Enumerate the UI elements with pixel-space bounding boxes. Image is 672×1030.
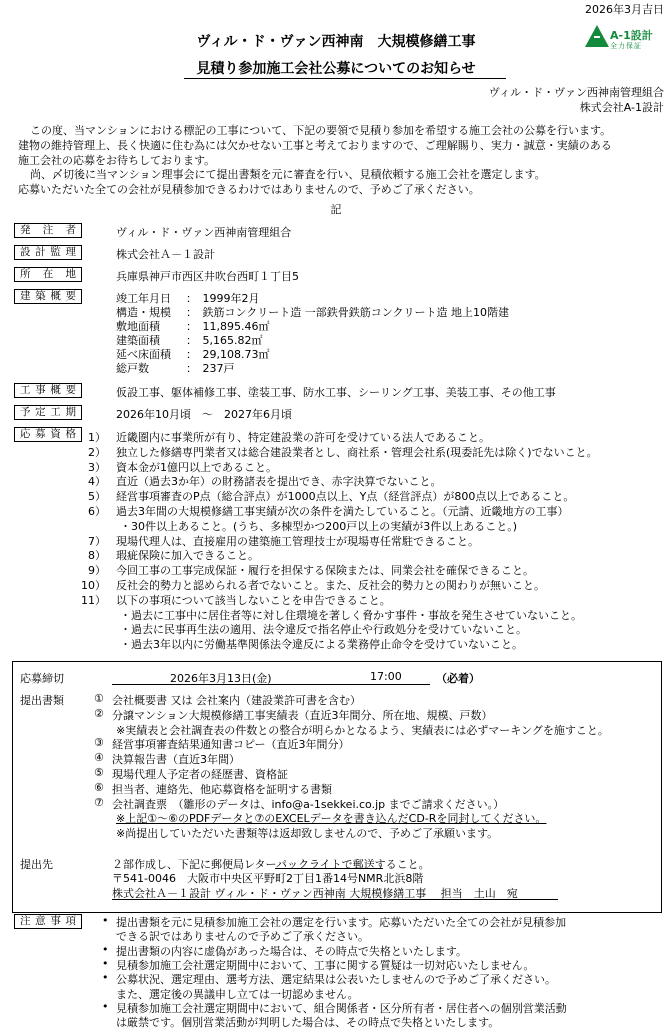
deadline-label: 応募締切 bbox=[20, 672, 64, 685]
qualification-item: ・過去に工事中に居住者等に対し住環境を著しく脅かす事件・事故を発生させていないこと。 bbox=[120, 608, 582, 622]
issuer-company: 株式会社A-1設計 bbox=[579, 101, 664, 114]
logo-text: A-1設計 bbox=[610, 29, 653, 42]
note-item: 提出書類の内容に虚偽があった場合は、その時点で失格といたします。 bbox=[116, 944, 468, 958]
label-qualification: 応募資格 bbox=[14, 427, 82, 442]
qualification-item: 今回工事の工事完成保証・履行を担保する保険または、同業会社を確保できること。 bbox=[116, 564, 534, 578]
doc-item: 分譲マンション大規模修繕工事実績表（直近3年間分、所在地、規模、戸数） bbox=[112, 708, 493, 722]
ki-heading: 記 bbox=[330, 203, 342, 216]
intro-line: 応募いただいた全ての会社が見積参加できるわけではありませんので、予めご了承ください。 bbox=[18, 183, 480, 196]
dest-label: 提出先 bbox=[20, 858, 53, 871]
doc-item: 担当者、連絡先、他応募資格を証明する書類 bbox=[112, 782, 332, 796]
doc-number: ① bbox=[94, 692, 104, 705]
qualification-number: 9） bbox=[88, 564, 106, 578]
bullet-icon: • bbox=[102, 971, 109, 985]
dest-underline bbox=[275, 868, 383, 869]
value-work: 仮設工事、躯体補修工事、塗装工事、防水工事、シーリング工事、美装工事、その他工事 bbox=[116, 386, 556, 399]
doc-number: ⑥ bbox=[94, 780, 104, 794]
building-value: ： 11,895.46㎡ bbox=[186, 320, 270, 333]
building-value: ： 237戸 bbox=[186, 362, 235, 375]
intro-line: 建物の維持管理上、長く快適に住む為には欠かせない工事と考えておりますので、ご理解賜り、実力・誠意・実績のある bbox=[18, 139, 612, 152]
value-designer: 株式会社Ａ－１設計 bbox=[116, 248, 215, 261]
intro-line: 施工会社の応募をお待ちしております。 bbox=[18, 154, 216, 167]
page-subtitle: 見積り参加施工会社公募についてのお知らせ bbox=[196, 61, 476, 77]
building-key: 竣工年月日 bbox=[116, 292, 171, 305]
doc-item: ※実績表と会社調査表の件数との整合が明らかとなるよう、実績表には必ずマーキングを施すこと。 bbox=[116, 723, 609, 737]
deadline-time: 17:00 bbox=[370, 670, 402, 683]
qualification-number: 6） bbox=[88, 505, 106, 518]
building-value: ： 5,165.82㎡ bbox=[186, 334, 263, 347]
building-key: 総戸数 bbox=[116, 362, 149, 375]
docs-label: 提出書類 bbox=[20, 694, 64, 707]
qualification-item: ・過去3年以内に労働基準関係法令違反による業務停止命令を受けていないこと。 bbox=[120, 638, 523, 652]
deadline-note: （必着） bbox=[436, 672, 480, 685]
label-period: 予定工期 bbox=[14, 405, 82, 420]
doc-number: ② bbox=[94, 706, 104, 720]
qualification-item: 瑕疵保険に加入できること。 bbox=[116, 549, 259, 563]
bullet-icon: • bbox=[102, 942, 109, 956]
logo-tagline: 全力保証 bbox=[610, 42, 642, 50]
label-designer: 設計監理 bbox=[14, 245, 82, 260]
doc-item: 決算報告書（直近3年間） bbox=[112, 753, 240, 767]
qualification-number: 8） bbox=[88, 549, 106, 563]
deadline-date: 2026年3月13日(金) bbox=[170, 672, 272, 685]
qualification-item: 直近（過去3か年）の財務諸表を提出でき、赤字決算でないこと。 bbox=[116, 475, 442, 489]
label-work: 工事概要 bbox=[14, 383, 82, 398]
building-value: ： 1999年2月 bbox=[186, 292, 260, 305]
qualification-number: 7） bbox=[88, 534, 106, 548]
intro-line: 尚、〆切後に当マンション理事会にて提出書類を元に審査を行い、見積依頼する施工会社を選定します。 bbox=[30, 168, 546, 181]
doc-item: 現場代理人予定者の経歴書、資格証 bbox=[112, 768, 288, 781]
note-item: 見積参加施工会社選定期間中において、組合関係者・区分所有者・居住者への個別営業活動 bbox=[116, 1001, 567, 1015]
qualification-number: 4） bbox=[88, 475, 106, 489]
building-key: 延べ床面積 bbox=[116, 348, 171, 361]
doc-item: 会社概要書 又は 会社案内（建設業許可書を含む） bbox=[112, 694, 361, 707]
page-title: ヴィル・ド・ヴァン西神南 大規模修繕工事 bbox=[196, 34, 476, 50]
doc-item: ※尚提出していただいた書類等は返却致しませんので、予めご了承願います。 bbox=[116, 827, 499, 841]
bullet-icon: • bbox=[102, 914, 109, 927]
building-key: 敷地面積 bbox=[116, 320, 160, 333]
building-value: ： 鉄筋コンクリート造 一部鉄骨鉄筋コンクリート造 地上10階建 bbox=[186, 306, 510, 319]
qualification-item: ・過去に民事再生法の適用、法令違反で指名停止や行政処分を受けていないこと。 bbox=[120, 623, 527, 637]
qualification-number: 2） bbox=[88, 445, 106, 459]
doc-item: 会社調査票 （雛形のデータは、info@a-1sekkei.co.jp までご請求ください。） bbox=[112, 797, 505, 811]
label-orderer: 発注者 bbox=[14, 223, 82, 238]
qualification-item: 独立した修繕専門業者又は総合建設業者とし、商社系・管理会社系(現委託先は除く)でないこと。 bbox=[116, 445, 598, 459]
issue-date: 2026年3月吉日 bbox=[585, 3, 664, 16]
qualification-number: 3） bbox=[88, 460, 106, 474]
qualification-item: 近畿圏内に事業所が有り、特定建設業の許可を受けている法人であること。 bbox=[116, 431, 490, 444]
doc-item: 経営事項審査結果通知書コピー（直近3年間分） bbox=[112, 738, 350, 752]
dest-line: ２部作成し、下記に郵便局レターパックライトで郵送すること。 bbox=[112, 858, 430, 871]
doc-number: ③ bbox=[94, 736, 104, 750]
dest-underline bbox=[112, 899, 558, 900]
dest-line: 〒541-0046 大阪市中央区平野町2丁目1番14号NMR北浜8階 bbox=[112, 872, 424, 885]
dest-line: 株式会社Ａ－１設計 ヴィル・ド・ヴァン西神南 大規模修繕工事 担当 土山 宛 bbox=[112, 887, 518, 900]
label-building: 建築概要 bbox=[14, 289, 82, 304]
value-orderer: ヴィル・ド・ヴァン西神南管理組合 bbox=[116, 226, 292, 239]
qualification-item: ・30件以上あること。(うち、多棟型かつ200戸以上の実績が3件以上あること。) bbox=[120, 519, 518, 533]
note-item: 見積参加施工会社選定期間中において、工事に関する質疑は一切対応いたしません。 bbox=[116, 958, 535, 972]
bullet-icon: • bbox=[102, 956, 109, 970]
qualification-item: 過去3年間の大規模修繕工事実績が次の条件を満たしていること。（元請、近畿地方の工事） bbox=[116, 505, 569, 518]
qualification-number: 1） bbox=[88, 431, 106, 444]
deadline-underline bbox=[112, 684, 430, 685]
qualification-number: 5） bbox=[88, 490, 106, 504]
qualification-item: 現場代理人は、直接雇用の建築施工管理技士が現場専任常駐できること。 bbox=[116, 534, 479, 548]
qualification-item: 資本金が1億円以上であること。 bbox=[116, 460, 277, 474]
building-value: ： 29,108.73㎡ bbox=[186, 348, 270, 361]
intro-line: この度、当マンションにおける標記の工事について、下記の要領で見積り参加を希望する施工会社の公募を行います。 bbox=[30, 124, 612, 137]
doc-number: ⑤ bbox=[94, 766, 104, 779]
note-item: また、選定後の異議申し立ては一切認めません。 bbox=[116, 987, 359, 1001]
label-location: 所在地 bbox=[14, 267, 82, 282]
issuer-association: ヴィル・ド・ヴァン西神南管理組合 bbox=[488, 86, 664, 99]
qualification-number: 10） bbox=[81, 579, 106, 592]
qualification-item: 以下の事項について該当しないことを申告できること。 bbox=[116, 593, 391, 607]
note-item: 公募状況、選定理由、選考方法、選定結果は公表いたしませんので予めご了承ください。 bbox=[116, 973, 556, 987]
doc-item: ※上記①～⑥のPDFデータと⑦のEXCELデータを書き込んだCD-Rを同封してください。 bbox=[116, 812, 547, 826]
subtitle-underline bbox=[184, 78, 506, 79]
note-item: できる訳ではありませんので予めご了承ください。 bbox=[116, 930, 369, 944]
value-location: 兵庫県神戸市西区井吹台西町１丁目5 bbox=[116, 270, 299, 283]
building-key: 構造・規模 bbox=[116, 306, 171, 319]
building-key: 建築面積 bbox=[116, 334, 160, 347]
qualification-item: 反社会的勢力と認められる者でないこと。また、反社会的勢力との関わりが無いこと。 bbox=[116, 579, 545, 592]
doc-number: ⑦ bbox=[94, 795, 104, 809]
value-period: 2026年10月頃 ～ 2027年6月頃 bbox=[116, 408, 292, 421]
label-notes: 注意事項 bbox=[14, 914, 82, 929]
a1-logo-icon bbox=[585, 25, 609, 47]
doc-number: ④ bbox=[94, 751, 104, 765]
bullet-icon: • bbox=[102, 999, 109, 1013]
note-item: は厳禁です。個別営業活動が判明した場合は、その時点で失格といたします。 bbox=[116, 1016, 500, 1030]
qualification-number: 11） bbox=[81, 593, 106, 607]
company-logo bbox=[585, 25, 665, 55]
note-item: 提出書類を元に見積参加施工会社の選定を行います。応募いただいた全ての会社が見積参加 bbox=[116, 916, 567, 929]
qualification-item: 経営事項審査のP点（総合評点）が1000点以上、Y点（経営評点）が800点以上であること。 bbox=[116, 490, 575, 504]
